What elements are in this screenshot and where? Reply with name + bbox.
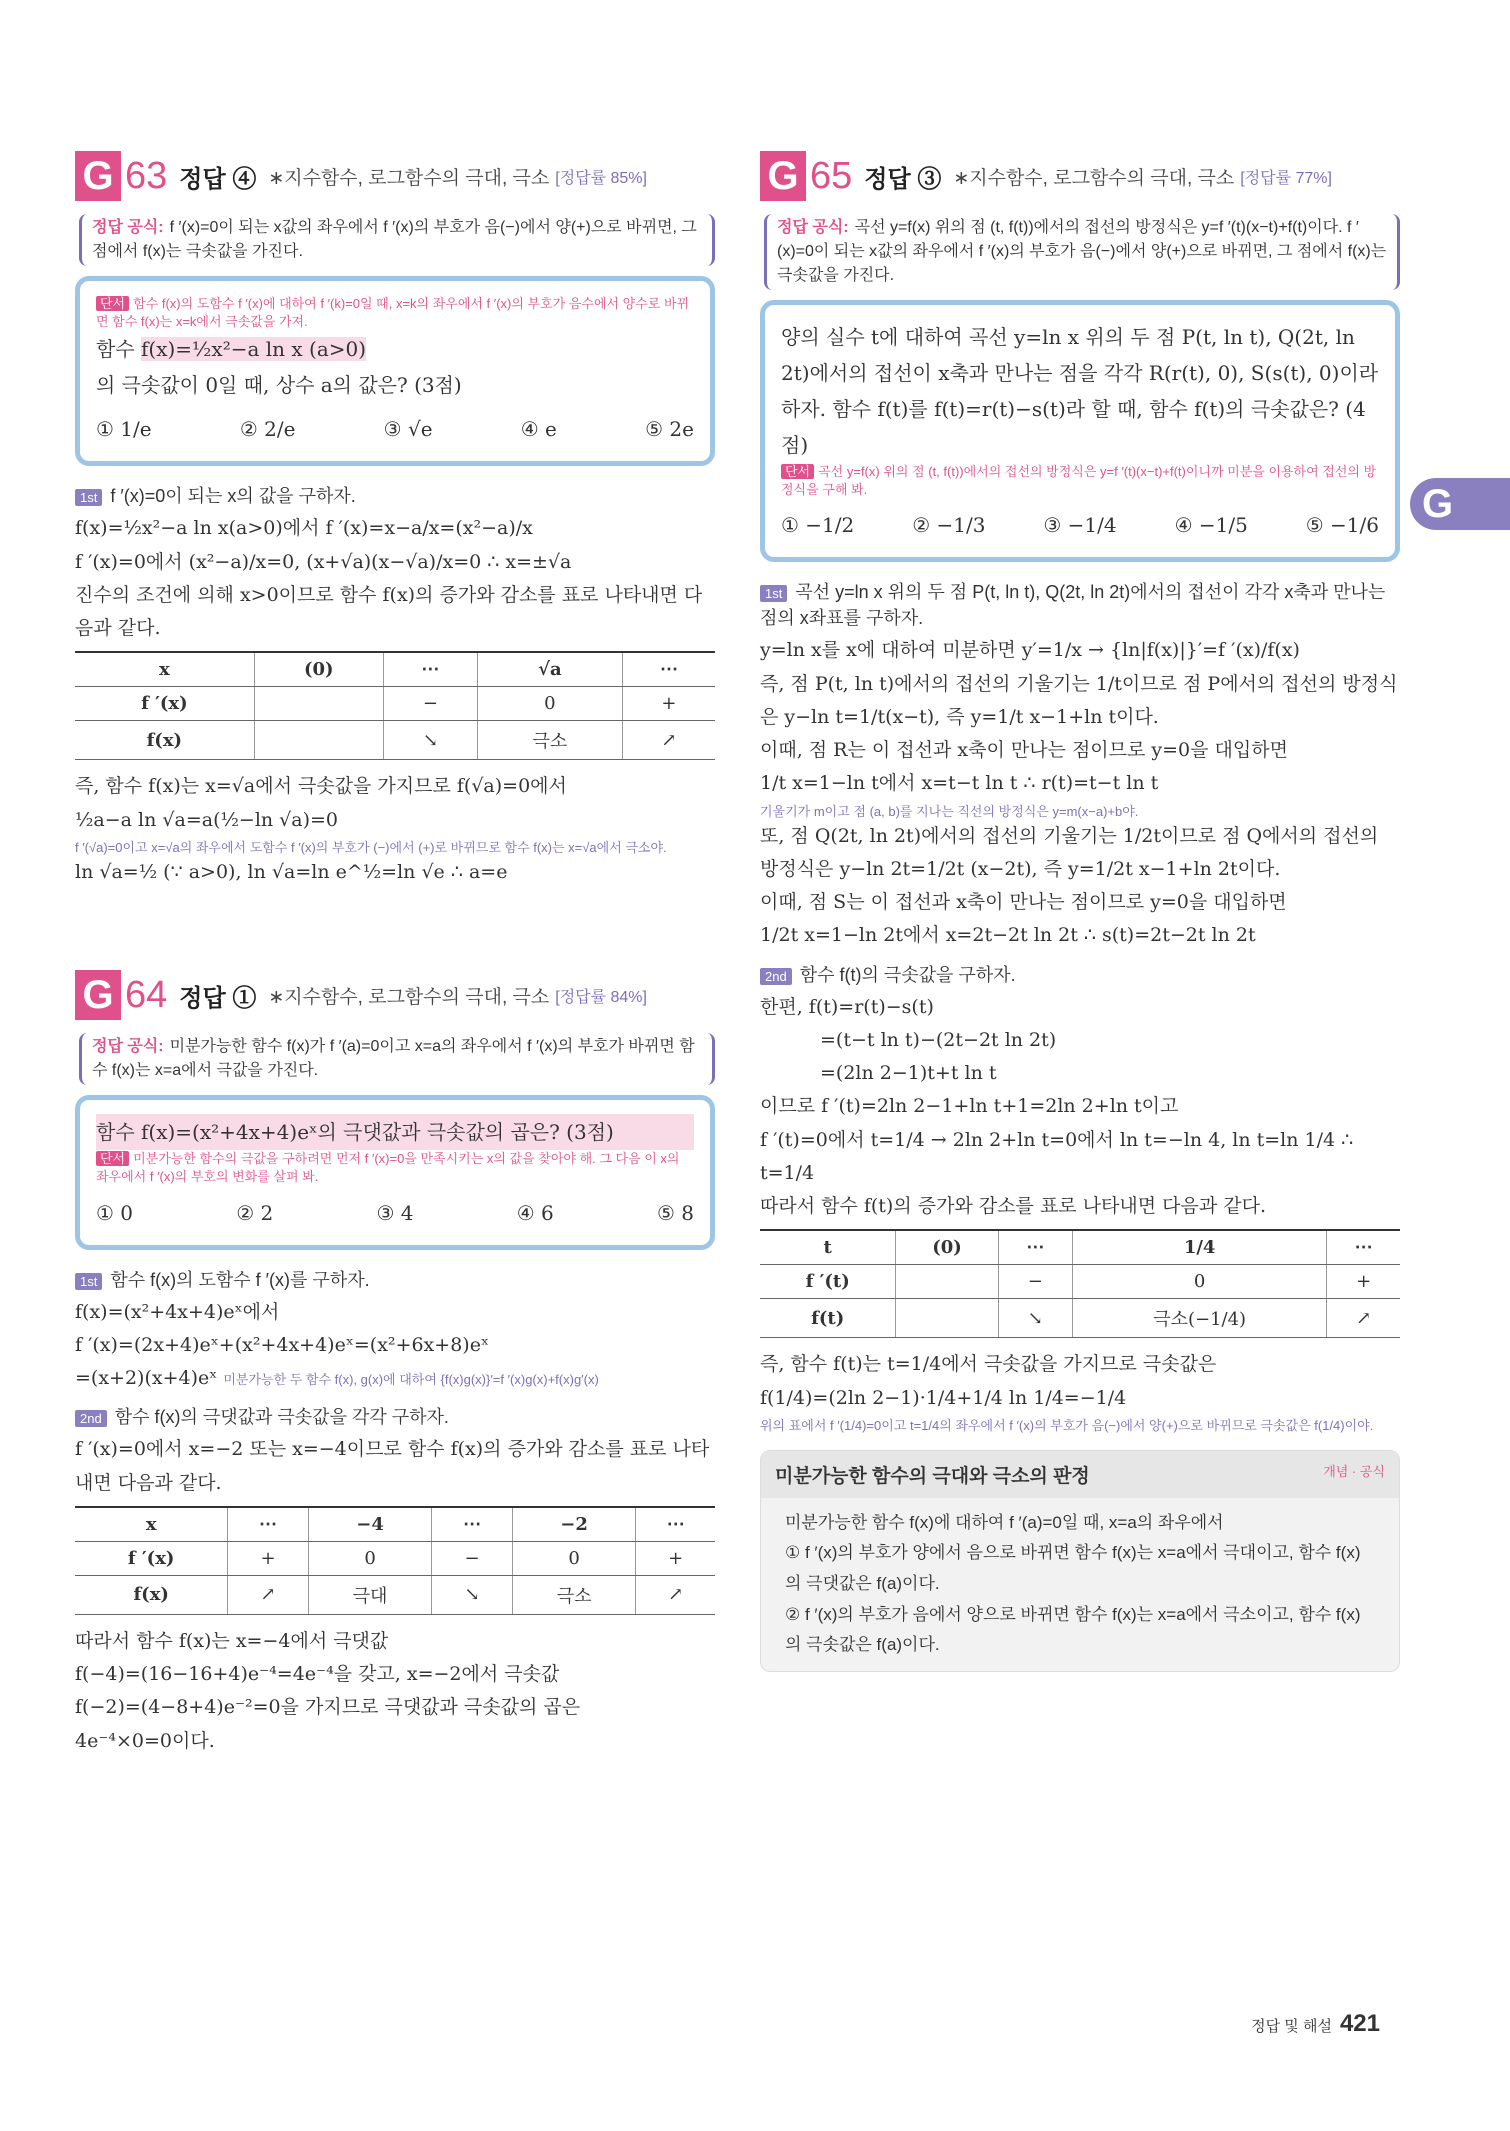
answer-formula: 정답 공식: f ′(x)=0이 되는 x값의 좌우에서 f ′(x)의 부호가 음(−)에서 양(+)으로 바뀌면, 그 점에서 f(x)는 극솟값을 가진다. xyxy=(79,214,715,266)
answer: 정답 ③ xyxy=(864,165,942,193)
hint: 단서 함수 f(x)의 도함수 f ′(x)에 대하여 f ′(k)=0일 때, x=k의 좌우에서 f ′(x)의 부호가 음수에서 양수로 바뀌면 함수 f(x)는 x=k에서 극솟값을 가져. xyxy=(96,296,690,330)
concept-body: 미분가능한 함수 f(x)에 대하여 f ′(a)=0일 때, x=a의 좌우에서 ① f ′(x)의 부호가 양에서 음으로 바뀌면 함수 f(x)는 x=a에서 극대이고, 함수 f(x)의 극댓값은 f(a)이다. ② f ′(x)의 부호가 음에서 양으로 바뀌면 함수 f(x)는 x=a에서 극소이고, 함수 f(x)의 극솟값은 f(a)이다. xyxy=(785,1512,1361,1655)
g-badge: G xyxy=(75,151,121,201)
solution-step2: 한편, f(t)=r(t)−s(t) =(t−t ln t)−(2t−2t ln 2t) =(2ln 2−1)t+t ln t 이므로 f ′(t)=2ln 2−1+ln t+1=2ln 2+ln t이고 f ′(t)=0에서 t=1/4 → 2ln 2+ln t=0에서 ln t=−ln 4, ln t=ln 1/4 ∴ t=1/4 따라서 함수 f(t)의 증가와 감소를 표로 나타내면 다음과 같다. xyxy=(760,995,1354,1218)
problem-number: 64 xyxy=(125,973,168,1016)
solution: f(x)=(x²+4x+4)eˣ에서 f ′(x)=(2x+4)eˣ+(x²+4x+4)eˣ=(x²+6x+8)eˣ =(x+2)(x+4)eˣ 미분가능한 두 함수 f(x), g(x)에 대하여 {f(x)g(x)}′=f ′(x)g(x)+f(x)g′(x) xyxy=(75,1300,599,1389)
section-tab: G xyxy=(1410,478,1510,530)
answer-formula: 정답 공식: 곡선 y=f(x) 위의 점 (t, f(t))에서의 접선의 방정식은 y=f ′(t)(x−t)+f(t)이다. f ′(x)=0이 되는 x값의 좌우에서 f ′(x)의 부호가 음(−)에서 양(+)으로 바뀌면, 그 점에서 f(x)는 극솟값을 가진다. xyxy=(764,214,1400,290)
solution-end: 즉, 함수 f(t)는 t=1/4에서 극솟값을 가지므로 극솟값은 f(1/4)=(2ln 2−1)·1/4+1/4 ln 1/4=−1/4 위의 표에서 f ′(1/4)=0이고 t=1/4의 좌우에서 f ′(x)의 부호가 음(−)에서 양(+)으로 바뀌므로 극솟값은 f(1/4)이야. xyxy=(760,1353,1374,1433)
answer: 정답 ④ xyxy=(179,165,257,193)
rate: [정답률 77%] xyxy=(1240,169,1332,187)
question-box: 함수 f(x)=(x²+4x+4)eˣ의 극댓값과 극솟값의 곱은? (3점) 단서 미분가능한 함수의 극값을 구하려면 먼저 f ′(x)=0을 만족시키는 x의 값을 찾아야 해. 그 다음 이 x의 좌우에서 f ′(x)의 부호의 변화를 살펴 봐. ① 0 ② 2 ③ 4 ④ 6 ⑤ 8 xyxy=(75,1095,715,1249)
step-1: 1st f ′(x)=0이 되는 x의 값을 구하자. xyxy=(75,482,715,508)
rate: [정답률 85%] xyxy=(555,169,647,187)
sign-table: x ⋯ −4 ⋯ −2 ⋯ f ′(x) + 0 − 0 + f(x) ↗ 극대 ↘ 극소 ↗ xyxy=(75,1506,715,1615)
topic: ∗지수함수, 로그함수의 극대, 극소 xyxy=(268,167,550,189)
g-badge: G xyxy=(75,970,121,1020)
step-1: 1st 곡선 y=ln x 위의 두 점 P(t, ln t), Q(2t, ln 2t)에서의 접선이 각각 x축과 만나는 점의 x좌표를 구하자. xyxy=(760,582,1386,629)
choices: ① 1/e ② 2/e ③ √e ④ e ⑤ 2e xyxy=(96,417,694,442)
problem-number: 65 xyxy=(810,154,853,197)
choices: ① 0 ② 2 ③ 4 ④ 6 ⑤ 8 xyxy=(96,1200,694,1225)
solution: f(x)=½x²−a ln x(a>0)에서 f ′(x)=x−a/x=(x²−a)/x f ′(x)=0에서 (x²−a)/x=0, (x+√a)(x−√a)/x=0 ∴ x=±√a 진수의 조건에 의해 x>0이므로 함수 f(x)의 증가와 감소를 표로 나타내면 다음과 같다. xyxy=(75,517,703,640)
concept-box xyxy=(760,1450,1400,1672)
page-footer: 정답 및 해설 421 xyxy=(1251,2010,1380,2037)
answer: 정답 ① xyxy=(179,984,257,1012)
problem-header xyxy=(760,150,1400,202)
g-badge: G xyxy=(760,151,806,201)
topic: ∗지수함수, 로그함수의 극대, 극소 xyxy=(953,167,1235,189)
right-column xyxy=(760,150,1400,1672)
step-2: 2nd 함수 f(x)의 극댓값과 극솟값을 각각 구하자. xyxy=(75,1403,715,1429)
step-2: 2nd 함수 f(t)의 극솟값을 구하자. xyxy=(760,961,1400,987)
solution-cont: 즉, 함수 f(x)는 x=√a에서 극솟값을 가지므로 f(√a)=0에서 ½a−a ln √a=a(½−ln √a)=0 f ′(√a)=0이고 x=√a의 좌우에서 도함수 f ′(x)의 부호가 (−)에서 (+)로 바뀌므로 함수 f(x)는 x=√a에서 극소야. ln √a=½ (∵ a>0), ln √a=ln e^½=ln √e ∴ a=e xyxy=(75,775,667,883)
problem-number: 63 xyxy=(125,154,168,197)
solution-end: 따라서 함수 f(x)는 x=−4에서 극댓값 f(−4)=(16−16+4)e⁻⁴=4e⁻⁴을 갖고, x=−2에서 극솟값 f(−2)=(4−8+4)e⁻²=0을 가지므로 극댓값과 극솟값의 곱은 4e⁻⁴×0=0이다. xyxy=(75,1629,581,1752)
answer-formula: 정답 공식: 미분가능한 함수 f(x)가 f ′(a)=0이고 x=a의 좌우에서 f ′(x)의 부호가 바뀌면 함수 f(x)는 x=a에서 극값을 가진다. xyxy=(79,1033,715,1085)
page-number: 421 xyxy=(1339,2010,1380,2037)
hint: 단서 미분가능한 함수의 극값을 구하려면 먼저 f ′(x)=0을 만족시키는 x의 값을 찾아야 해. 그 다음 이 x의 좌우에서 f ′(x)의 부호의 변화를 살펴 봐. xyxy=(96,1151,680,1185)
hint: 단서 곡선 y=f(x) 위의 점 (t, f(t))에서의 접선의 방정식은 y=f ′(t)(x−t)+f(t)이니까 미분을 이용하여 접선의 방정식을 구해 봐. xyxy=(781,464,1377,498)
question-box: 양의 실수 t에 대하여 곡선 y=ln x 위의 두 점 P(t, ln t), Q(2t, ln 2t)에서의 접선이 x축과 만나는 점을 각각 R(r(t), 0), S(s(t), 0)이라 하자. 함수 f(t)를 f(t)=r(t)−s(t)라 할 때, 함수 f(t)의 극솟값은? (4점) 단서 곡선 y=f(x) 위의 점 (t, f(t))에서의 접선의 방정식은 y=f ′(t)(x−t)+f(t)이니까 미분을 이용하여 접선의 방정식을 구해 봐. ① −1/2 ② −1/3 ③ −1/4 ④ −1/5 ⑤ −1/6 xyxy=(760,300,1400,562)
step-1: 1st 함수 f(x)의 도함수 f ′(x)를 구하자. xyxy=(75,1266,715,1292)
choices: ① −1/2 ② −1/3 ③ −1/4 ④ −1/5 ⑤ −1/6 xyxy=(781,513,1379,538)
solution: y=ln x를 x에 대하여 미분하면 y′=1/x → {ln|f(x)|}′=f ′(x)/f(x) 즉, 점 P(t, ln t)에서의 접선의 기울기는 1/t이므로 점 P에서의 접선의 방정식은 y−ln t=1/t(x−t), 즉 y=1/t x−1+ln t이다. 이때, 점 R는 이 접선과 x축이 만나는 점이므로 y=0을 대입하면 1/t x=1−ln t에서 x=t−t ln t ∴ r(t)=t−t ln t 기울기가 m이고 점 (a, b)를 지나는 직선의 방정식은 y=m(x−a)+b야. 또, 점 Q(2t, ln 2t)에서의 접선의 기울기는 1/2t이므로 점 Q에서의 접선의 방정식은 y−ln 2t=1/2t (x−2t), 즉 y=1/2t x−1+ln 2t이다. 이때, 점 S는 이 접선과 x축이 만나는 점이므로 y=0을 대입하면 1/2t x=1−ln 2t에서 x=2t−2t ln 2t ∴ s(t)=2t−2t ln 2t xyxy=(760,639,1398,947)
sign-table: t (0) ⋯ 1/4 ⋯ f ′(t) − 0 + f(t) ↘ 극소(−1/4) ↗ xyxy=(760,1229,1400,1338)
left-column xyxy=(75,150,715,1758)
question-box: 단서 함수 f(x)의 도함수 f ′(x)에 대하여 f ′(k)=0일 때, x=k의 좌우에서 f ′(x)의 부호가 음수에서 양수로 바뀌면 함수 f(x)는 x=k에서 극솟값을 가져. 함수 f(x)=½x²−a ln x (a>0) 의 극솟값이 0일 때, 상수 a의 값은? (3점) ① 1/e ② 2/e ③ √e ④ e ⑤ 2e xyxy=(75,276,715,466)
rate: [정답률 84%] xyxy=(555,988,647,1006)
concept-title: 미분가능한 함수의 극대와 극소의 판정 개념 · 공식 xyxy=(761,1451,1399,1498)
problem-header xyxy=(75,150,715,202)
sign-table: x (0) ⋯ √a ⋯ f ′(x) − 0 + f(x) ↘ 극소 ↗ xyxy=(75,651,715,760)
topic: ∗지수함수, 로그함수의 극대, 극소 xyxy=(268,986,550,1008)
solution-step2: f ′(x)=0에서 x=−2 또는 x=−4이므로 함수 f(x)의 증가와 감소를 표로 나타내면 다음과 같다. xyxy=(75,1438,710,1494)
problem-header xyxy=(75,969,715,1021)
